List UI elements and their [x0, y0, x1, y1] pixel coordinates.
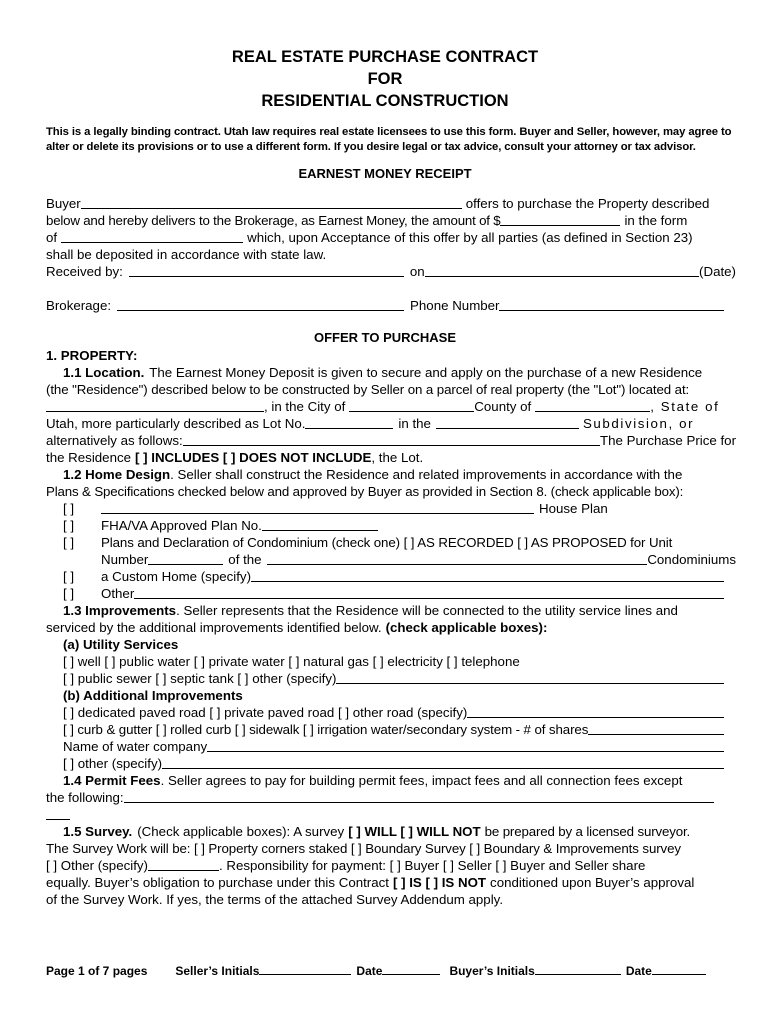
utility-other-field[interactable]	[336, 670, 724, 684]
home-design-text-2: Plans & Specifications checked below and approved by Buyer as provided in Section 8. (check applicable box):	[46, 484, 684, 499]
survey-line-2	[46, 840, 736, 857]
house-plan-checkbox[interactable]: [ ]	[63, 501, 75, 516]
improvements-text-2: serviced by the additional improvements identified below.	[46, 620, 382, 635]
subdivision-field[interactable]	[436, 415, 579, 429]
survey-equally-text: equally. Buyer’s obligation to purchase under this Contract	[46, 875, 389, 890]
home-design-text: . Seller shall construct the Residence and related improvements in accordance with the	[170, 467, 683, 482]
custom-home-line	[46, 568, 736, 585]
received-date-field[interactable]	[425, 263, 699, 277]
buyer-date-field[interactable]	[652, 962, 706, 975]
unit-number-field[interactable]	[148, 551, 223, 565]
location-text: The Earnest Money Deposit is given to secure and apply on the purchase of a new Residence	[149, 365, 703, 380]
received-by-line	[46, 263, 736, 280]
buyer-date-label: Date	[625, 964, 652, 978]
includes-lot-line	[46, 449, 736, 466]
survey-text: (Check applicable boxes): A survey	[137, 824, 345, 839]
contract-title-line-2: FOR	[367, 70, 403, 88]
earnest-money-heading: EARNEST MONEY RECEIPT	[298, 166, 472, 181]
survey-line-1	[46, 823, 736, 840]
utility-services-heading	[46, 636, 736, 653]
residence-label: the Residence	[46, 450, 132, 465]
on-label: on	[409, 264, 425, 279]
survey-line-4	[46, 874, 736, 891]
property-heading: 1. PROPERTY:	[46, 348, 138, 363]
other-improvement-checkbox[interactable]: [ ] other (specify)	[63, 756, 163, 771]
brokerage-line	[46, 297, 736, 314]
custom-home-label: a Custom Home (specify)	[101, 569, 251, 584]
seller-date-field[interactable]	[382, 962, 440, 975]
page-number: Page 1 of 7 pages	[46, 964, 148, 978]
custom-home-field[interactable]	[251, 568, 724, 582]
seller-date-label: Date	[356, 964, 383, 978]
city-label: , in the City of	[264, 399, 346, 414]
subdivision-label: Subdivision, or	[582, 416, 695, 431]
fha-line	[46, 517, 736, 534]
road-line	[46, 704, 736, 721]
improvements-check-note: (check applicable boxes):	[385, 620, 548, 635]
utility-services-label: (a) Utility Services	[63, 637, 179, 652]
earnest-amount-field[interactable]	[500, 212, 620, 226]
received-by-label: Received by:	[46, 264, 123, 279]
the-lot-label: , the Lot.	[371, 450, 424, 465]
earnest-form-field[interactable]	[61, 229, 243, 243]
water-company-line	[46, 738, 736, 755]
phone-field[interactable]	[499, 297, 724, 311]
other-plan-line	[46, 585, 736, 602]
improvements-line-2	[46, 619, 736, 636]
condo-label: Plans and Declaration of Condominium (check one) [ ] AS RECORDED [ ] AS PROPOSED for Unit	[101, 535, 673, 550]
additional-improvements-label: (b) Additional Improvements	[63, 688, 243, 703]
improvements-line-1	[46, 602, 736, 619]
water-company-label: Name of water company	[63, 739, 208, 754]
other-plan-label: Other	[101, 586, 135, 601]
offer-heading: OFFER TO PURCHASE	[313, 330, 457, 345]
curb-checkboxes[interactable]: [ ] curb & gutter [ ] rolled curb [ ] sidewalk [ ] irrigation water/secondary system - # of shares	[63, 722, 589, 737]
permit-fees-line-1	[46, 772, 736, 789]
unit-number-label: Number	[101, 552, 149, 567]
location-address-line	[46, 398, 736, 415]
custom-home-checkbox[interactable]: [ ]	[63, 569, 75, 584]
seller-initials-field[interactable]	[259, 962, 351, 975]
road-other-field[interactable]	[467, 704, 724, 718]
received-by-field[interactable]	[129, 263, 404, 277]
earnest-amount-text: below and hereby delivers to the Brokerage, as Earnest Money, the amount of $	[46, 213, 501, 228]
house-plan-field[interactable]	[101, 500, 534, 514]
utility-line-2	[46, 670, 736, 687]
survey-line-5	[46, 891, 736, 908]
survey-work-checkboxes[interactable]: The Survey Work will be: [ ] Property corners staked [ ] Boundary Survey [ ] Boundary & Improvements survey	[46, 841, 681, 856]
road-checkboxes[interactable]: [ ] dedicated paved road [ ] private paved road [ ] other road (specify)	[63, 705, 468, 720]
permit-fees-line-3	[46, 806, 736, 823]
buyer-initials-field[interactable]	[535, 962, 621, 975]
condo-checkbox[interactable]: [ ]	[63, 535, 75, 550]
date-label: (Date)	[699, 264, 736, 279]
other-plan-checkbox[interactable]: [ ]	[63, 586, 75, 601]
fha-label: FHA/VA Approved Plan No.	[101, 518, 262, 533]
buyer-label: Buyer	[46, 196, 81, 211]
survey-text-2: be prepared by a licensed surveyor.	[484, 824, 691, 839]
home-design-label: 1.2 Home Design	[63, 467, 171, 482]
fha-plan-field[interactable]	[262, 517, 378, 531]
deposit-line	[46, 246, 736, 263]
home-design-line-1	[46, 466, 736, 483]
lot-label: Utah, more particularly described as Lot No.	[46, 416, 306, 431]
additional-improvements-heading	[46, 687, 736, 704]
lot-address-field[interactable]	[46, 398, 264, 412]
permit-fees-label: 1.4 Permit Fees	[63, 773, 161, 788]
survey-will-checkboxes[interactable]: [ ] WILL [ ] WILL NOT	[348, 824, 481, 839]
legal-notice: This is a legally binding contract. Utah law requires real estate licensees to use this form. Buyer and Seller, however, may agree to alter or delete its provisions or to use a different form. If you desire legal or tax advice, consult your attorney or tax advisor.	[46, 126, 732, 153]
lot-number-field[interactable]	[305, 415, 393, 429]
survey-label: 1.5 Survey.	[63, 824, 133, 839]
permit-exceptions-continued-field[interactable]	[46, 806, 70, 820]
survey-is-checkboxes[interactable]: [ ] IS [ ] IS NOT	[392, 875, 487, 890]
utility-checkboxes-2[interactable]: [ ] public sewer [ ] septic tank [ ] other (specify)	[63, 671, 337, 686]
condominiums-label: Condominiums	[647, 552, 736, 567]
buyer-initials-label: Buyer’s Initials	[449, 964, 535, 978]
city-field[interactable]	[349, 398, 474, 412]
survey-line-3	[46, 857, 736, 874]
permit-fees-text: . Seller agrees to pay for building permit fees, impact fees and all connection fees except	[160, 773, 683, 788]
house-plan-label: House Plan	[539, 501, 608, 516]
purchase-price-label: The Purchase Price for	[600, 433, 736, 448]
of-the-label: of the	[228, 552, 262, 567]
home-design-line-2	[46, 483, 736, 500]
fha-checkbox[interactable]: [ ]	[63, 518, 75, 533]
survey-addendum-text: of the Survey Work. If yes, the terms of the attached Survey Addendum apply.	[46, 892, 504, 907]
location-line-1	[46, 364, 736, 381]
in-the-label: in the	[398, 416, 431, 431]
survey-other-checkbox[interactable]: [ ] Other (specify)	[46, 858, 148, 873]
the-following-label: the following:	[46, 790, 124, 805]
seller-initials-label: Seller’s Initials	[175, 964, 260, 978]
permit-fees-line-2	[46, 789, 736, 806]
county-field[interactable]	[535, 398, 650, 412]
deposit-text: shall be deposited in accordance with state law.	[46, 247, 327, 262]
location-line-2	[46, 381, 736, 398]
phone-label: Phone Number	[410, 298, 500, 313]
acceptance-text: which, upon Acceptance of this offer by all parties (as defined in Section 23)	[247, 230, 693, 245]
other-improvement-field[interactable]	[162, 755, 724, 769]
brokerage-label: Brokerage:	[46, 298, 112, 313]
shares-field[interactable]	[588, 721, 724, 735]
condominium-name-field[interactable]	[267, 551, 648, 565]
utility-line-1	[46, 653, 736, 670]
other-improvement-line	[46, 755, 736, 772]
in-the-form-text: in the form	[624, 213, 688, 228]
permit-exceptions-field[interactable]	[124, 789, 714, 803]
other-plan-field[interactable]	[134, 585, 724, 599]
survey-other-field[interactable]	[148, 857, 219, 871]
alternatively-label: alternatively as follows:	[46, 433, 183, 448]
utility-checkboxes-1[interactable]: [ ] well [ ] public water [ ] private water [ ] natural gas [ ] electricity [ ] telephone	[63, 654, 520, 669]
condo-line	[46, 534, 736, 551]
buyer-line	[46, 195, 736, 212]
alternative-description-field[interactable]	[183, 432, 600, 446]
includes-lot-checkboxes[interactable]: [ ] INCLUDES [ ] DOES NOT INCLUDE	[135, 450, 372, 465]
improvements-text: . Seller represents that the Residence will be connected to the utility service lines and	[176, 603, 678, 618]
brokerage-field[interactable]	[117, 297, 404, 311]
survey-conditioned-text: conditioned upon Buyer’s approval	[490, 875, 695, 890]
state-label: , State of	[650, 399, 720, 414]
offers-text: offers to purchase the Property described	[465, 196, 710, 211]
survey-responsibility[interactable]: . Responsibility for payment: [ ] Buyer [ ] Seller [ ] Buyer and Seller share	[218, 858, 646, 873]
lot-line	[46, 415, 736, 432]
condo-unit-line	[46, 551, 736, 568]
buyer-name-field[interactable]	[81, 195, 462, 209]
earnest-amount-line	[46, 212, 736, 229]
alternative-line	[46, 432, 736, 449]
form-of-line	[46, 229, 736, 246]
page-footer	[46, 961, 736, 978]
house-plan-line	[46, 500, 736, 517]
contract-title-line-1: REAL ESTATE PURCHASE CONTRACT	[231, 48, 539, 66]
water-company-field[interactable]	[207, 738, 724, 752]
improvements-label: 1.3 Improvements	[63, 603, 177, 618]
contract-title-line-3: RESIDENTIAL CONSTRUCTION	[261, 92, 509, 110]
county-label: County of	[474, 399, 532, 414]
location-label: 1.1 Location.	[63, 365, 145, 380]
curb-line	[46, 721, 736, 738]
of-label: of	[46, 230, 58, 245]
location-text-2: (the "Residence") described below to be constructed by Seller on a parcel of real property (the "Lot") located at:	[46, 382, 690, 397]
